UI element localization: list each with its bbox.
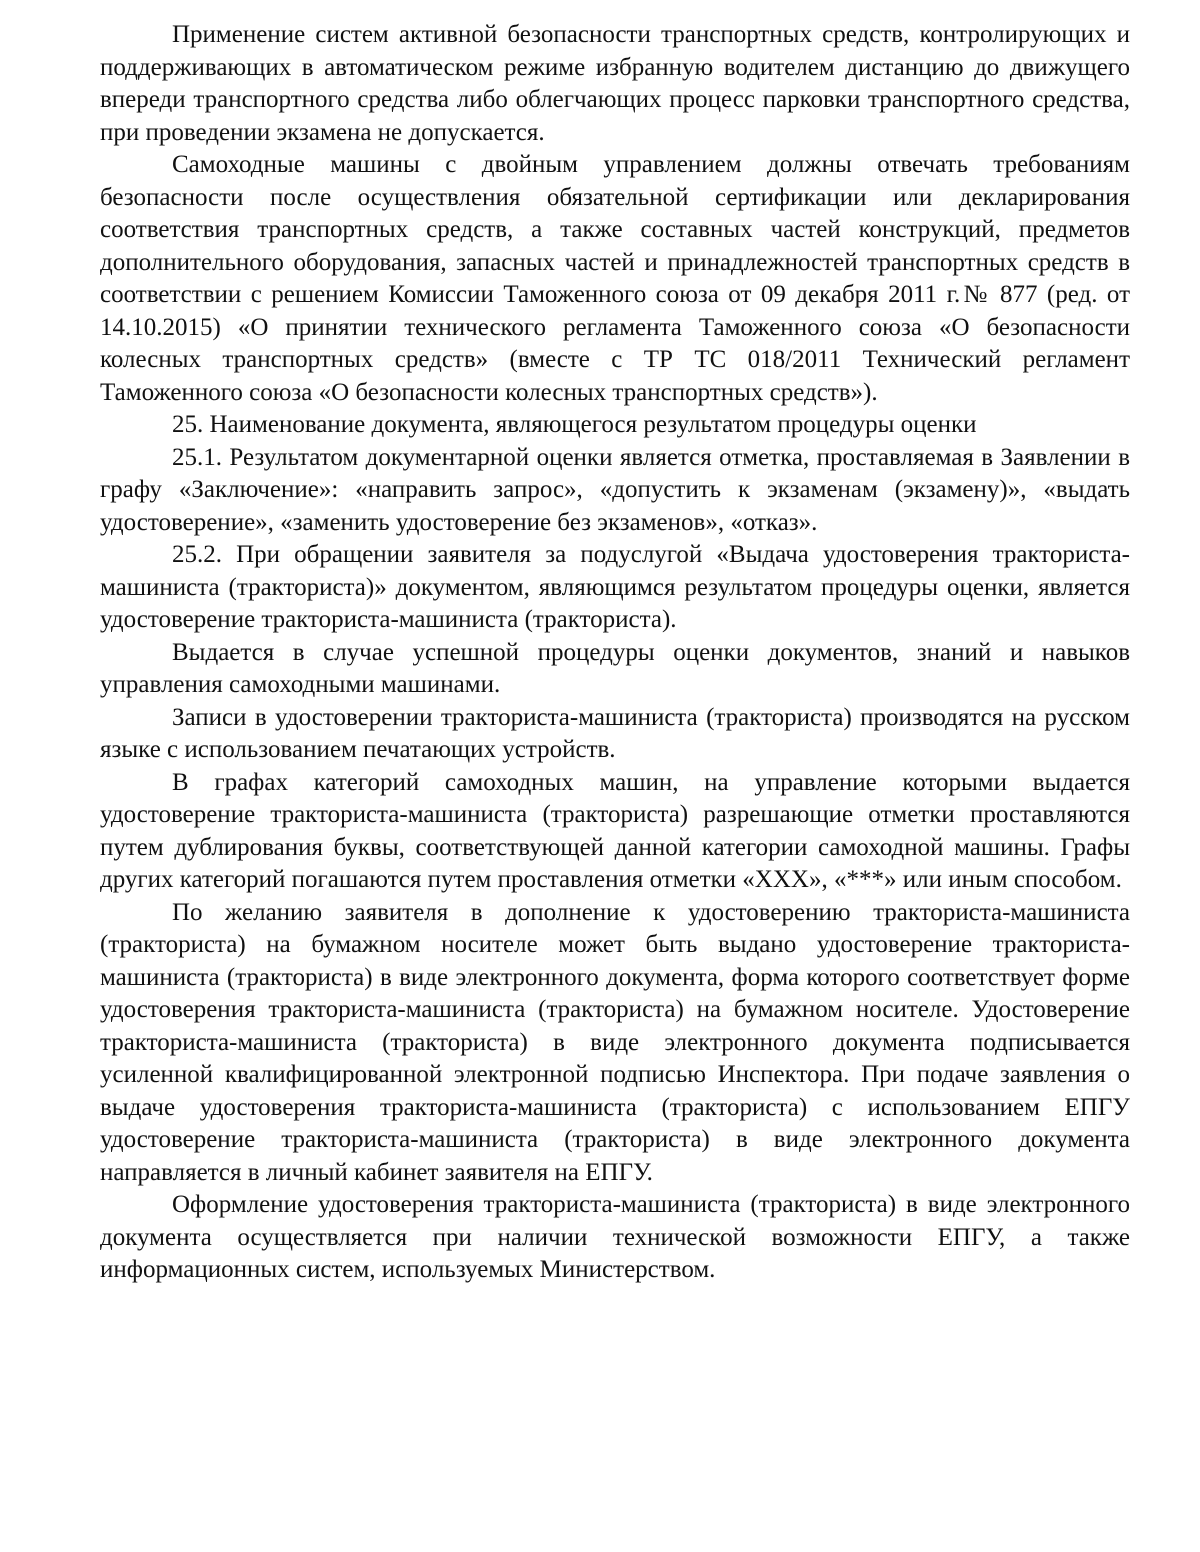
paragraph-registration: Оформление удостоверения тракториста-машиниста (тракториста) в виде электронного документа осуществляется при наличии технической возможности ЕПГУ, а также информационных систем, используемых Министерством. xyxy=(100,1191,1130,1283)
paragraph-25-1: 25.1. Результатом документарной оценки является отметка, проставляемая в Заявлении в графу «Заключение»: «направить запрос», «допустить к экзаменам (экзамену)», «выдать удостоверение», «заменить удостоверение без экзаменов», «отказ». xyxy=(100,443,1130,536)
paragraph-active-safety: Применение систем активной безопасности транспортных средств, контролирующих и поддерживающих в автоматическом режиме избранную водителем дистанцию до движущего впереди транспортного средства либо облегчающих процесс парковки транспортного средства, при проведении экзамена не допускается. xyxy=(100,21,1130,146)
paragraph-dual-control: Самоходные машины с двойным управлением должны отвечать требованиям безопасности после осуществления обязательной сертификации или декларирования соответствия транспортных средств, а также составных частей конструкций, предметов дополнительного оборудования, запасных частей и принадлежностей транспортных средств в соответствии с решением Комиссии Таможенного союза от 09 декабря 2011 г.№ 877 (ред. от 14.10.2015) «О принятии технического регламента Таможенного союза «О безопасности колесных транспортных средств» (вместе с ТР ТС 018/2011 Технический регламент Таможенного союза «О безопасности колесных транспортных средств»). xyxy=(100,151,1130,406)
document-page xyxy=(100,19,1130,1287)
paragraph-records: Записи в удостоверении тракториста-машиниста (тракториста) производятся на русском языке с использованием печатающих устройств. xyxy=(100,703,1130,763)
paragraph-25-2: 25.2. При обращении заявителя за подуслугой «Выдача удостоверения тракториста-машиниста (тракториста)» документом, являющимся результатом процедуры оценки, является удостоверение тракториста-машиниста (тракториста). xyxy=(100,541,1130,633)
paragraph-categories: В графах категорий самоходных машин, на управление которыми выдается удостоверение тракториста-машиниста (тракториста) разрешающие отметки проставляются путем дублирования буквы, соответствующей данной категории самоходной машины. Графы других категорий погашаются путем проставления отметки «XXX», «***» или иным способом. xyxy=(100,768,1130,893)
paragraph-issued: Выдается в случае успешной процедуры оценки документов, знаний и навыков управления самоходными машинами. xyxy=(100,638,1130,698)
paragraph-electronic: По желанию заявителя в дополнение к удостоверению тракториста-машиниста (тракториста) на бумажном носителе может быть выдано удостоверение тракториста-машиниста (тракториста) в виде электронного документа, форма которого соответствует форме удостоверения тракториста-машиниста (тракториста) на бумажном носителе. Удостоверение тракториста-машиниста (тракториста) в виде электронного документа подписывается усиленной квалифицированной электронной подписью Инспектора. При подаче заявления о выдаче удостоверения тракториста-машиниста (тракториста) с использованием ЕПГУ удостоверение тракториста-машиниста (тракториста) в виде электронного документа направляется в личный кабинет заявителя на ЕПГУ. xyxy=(100,898,1130,1186)
section-25-heading: 25. Наименование документа, являющегося результатом процедуры оценки xyxy=(172,411,977,438)
